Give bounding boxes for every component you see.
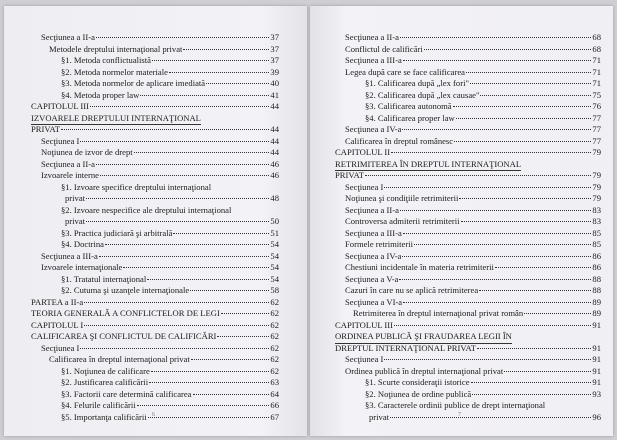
dot-leader — [466, 72, 591, 73]
dot-leader — [495, 267, 591, 268]
dot-leader — [384, 187, 591, 188]
toc-entry-page: 54 — [270, 239, 279, 249]
toc-entry-page: 58 — [270, 285, 279, 295]
dot-leader — [402, 256, 591, 257]
toc-entry-title: Chestiuni incidentale în materia retrimiterii — [345, 262, 494, 272]
dot-leader — [84, 325, 269, 326]
dot-leader — [472, 394, 591, 395]
toc-entry-title: Metodele dreptului internaţional privat — [49, 43, 183, 54]
dot-leader — [403, 302, 591, 303]
toc-entry-title: Secţiunea a II-a — [345, 204, 399, 215]
toc-entry-title: privat — [369, 411, 390, 422]
dot-leader — [193, 394, 270, 395]
toc-entry — [335, 124, 601, 136]
dot-leader — [400, 37, 591, 38]
dot-leader — [394, 325, 591, 326]
toc-entry-title: Retrimiterea în dreptul internaţional privat român — [353, 308, 524, 318]
toc-entry — [31, 205, 279, 217]
toc-entry — [31, 308, 279, 320]
dot-leader — [148, 417, 270, 418]
toc-entry-title: PARTEA a II-a — [31, 296, 84, 307]
toc-entry-title: Izvoarele internaţionale — [41, 262, 123, 272]
toc-entry-title: Calificarea în dreptul internaţional privat — [49, 354, 190, 364]
dot-leader — [454, 141, 591, 142]
toc-entry-page: 62 — [270, 365, 279, 376]
toc-entry-title: §1. Noţiunea de calificare — [61, 365, 150, 376]
dot-leader — [391, 152, 591, 153]
toc-entry-page: 67 — [270, 411, 279, 422]
toc-entry-page: 62 — [270, 342, 279, 353]
toc-entry-page: 37 — [270, 43, 279, 54]
toc-entry-page: 62 — [270, 308, 279, 318]
toc-entry — [335, 205, 601, 217]
toc-entry — [335, 170, 601, 182]
dot-leader — [470, 83, 591, 84]
toc-entry-page: 51 — [270, 227, 279, 238]
toc-entry-title: ORDINEA PUBLICĂ ŞI FRAUDAREA LEGII ÎN — [335, 331, 512, 344]
toc-entry — [31, 297, 279, 309]
dot-leader — [183, 49, 269, 50]
toc-entry-title: Secţiunea a IV-a — [345, 124, 402, 134]
toc-entry — [31, 320, 279, 332]
toc-entry-page: 91 — [592, 365, 601, 376]
toc-entry-page: 86 — [592, 262, 601, 272]
toc-entry — [31, 285, 279, 297]
toc-entry-title: Secţiunea a III-a — [41, 250, 98, 261]
toc-entry-title: Secţiunea I — [41, 135, 80, 146]
toc-entry — [31, 124, 279, 136]
toc-entry-title: CAPITOLUL III — [335, 319, 393, 330]
toc-entry — [31, 55, 279, 67]
toc-entry — [335, 101, 601, 113]
toc-entry-page: 62 — [270, 331, 279, 341]
dot-leader — [399, 279, 591, 280]
dot-leader — [105, 244, 269, 245]
toc-entry — [335, 274, 601, 286]
dot-leader — [137, 405, 270, 406]
toc-entry-title: Controversa admiterii retrimiterii — [345, 216, 460, 226]
toc-entry-page: 68 — [592, 43, 601, 54]
toc-entry — [335, 216, 601, 228]
toc-entry-page: 76 — [592, 101, 601, 111]
toc-entry-title: Noţiunea şi condiţiile retrimiterii — [345, 193, 459, 203]
toc-entry-title: IZVOARELE DREPTULUI INTERNAŢIONAL — [31, 113, 201, 126]
toc-entry-title: PRIVAT — [335, 170, 364, 180]
toc-entry-title: TEORIA GENERALĂ A CONFLICTELOR DE LEGI — [31, 308, 220, 318]
toc-entry-title: Secţiunea a V-a — [345, 273, 399, 284]
dot-leader — [134, 152, 270, 153]
toc-entry — [335, 331, 601, 343]
toc-entry-title: §3. Practica judiciară şi arbitrală — [61, 227, 173, 238]
toc-entry-page: 64 — [270, 388, 279, 399]
dot-leader — [173, 233, 269, 234]
toc-entry-page: 37 — [270, 32, 279, 42]
left-page — [4, 6, 307, 436]
toc-entry-page: 50 — [270, 216, 279, 226]
toc-entry-page: 44 — [270, 135, 279, 146]
toc-entry-page: 54 — [270, 262, 279, 272]
toc-entry — [31, 331, 279, 343]
toc-entry — [31, 159, 279, 171]
dot-leader — [169, 72, 270, 73]
toc-entry-page: 77 — [592, 112, 601, 123]
toc-entry-title: §1. Calificarea după „lex fori" — [365, 78, 469, 88]
toc-entry — [31, 170, 279, 182]
toc-entry-page: 46 — [270, 170, 279, 180]
toc-entry — [31, 78, 279, 90]
toc-entry-title: §2. Calificarea după „lex causae" — [365, 89, 480, 100]
toc-entry — [31, 377, 279, 389]
dot-leader — [147, 279, 269, 280]
toc-entry-title: §3. Calificarea autonomă — [365, 101, 452, 111]
dot-leader — [84, 302, 269, 303]
toc-entry — [31, 216, 279, 228]
toc-entry-title: Secţiunea a III-a — [345, 55, 402, 65]
toc-entry-page: 44 — [270, 147, 279, 157]
toc-entry-page: 96 — [592, 411, 601, 422]
toc-entry — [31, 274, 279, 286]
toc-entry-page: 41 — [270, 89, 279, 100]
dot-leader — [400, 210, 591, 211]
dot-leader — [96, 37, 269, 38]
toc-entry-title: §4. Doctrina — [61, 239, 104, 249]
dot-leader — [471, 382, 592, 383]
toc-entry-title: §2. Noţiunea de ordine publică — [365, 388, 472, 399]
toc-entry-title: Conflictul de calificări — [345, 43, 423, 54]
toc-entry-page: 91 — [592, 342, 601, 353]
toc-entry-page: 83 — [592, 216, 601, 226]
toc-entry — [31, 44, 279, 56]
dot-leader — [80, 141, 269, 142]
toc-entry-page: 85 — [592, 227, 601, 238]
toc-entry-title: Ordinea publică în dreptul internaţional privat — [345, 365, 504, 376]
dot-leader — [217, 336, 269, 337]
toc-entry-page: 91 — [592, 354, 601, 364]
dot-leader — [365, 175, 591, 176]
dot-leader — [403, 233, 592, 234]
dot-leader — [384, 359, 591, 360]
right-toc-list — [335, 32, 601, 423]
dot-leader — [402, 129, 591, 130]
dot-leader — [152, 60, 269, 61]
toc-entry — [31, 228, 279, 240]
toc-entry-title: Izvoarele interne — [41, 170, 99, 180]
dot-leader — [90, 106, 269, 107]
toc-entry — [335, 193, 601, 205]
dot-leader — [221, 313, 270, 314]
toc-entry — [31, 136, 279, 148]
dot-leader — [479, 290, 591, 291]
toc-entry-title: Secţiunea a IV-a — [345, 250, 402, 261]
toc-entry-page: 44 — [270, 101, 279, 111]
toc-entry-title: §1. Metoda conflictualistă — [61, 55, 151, 65]
toc-entry — [31, 389, 279, 401]
toc-entry-title: Secţiunea a VI-a — [345, 296, 403, 307]
dot-leader — [480, 95, 591, 96]
toc-entry-title: §2. Cutuma şi uzanţele internaţionale — [61, 285, 190, 295]
dot-leader — [80, 348, 269, 349]
toc-entry-title: Secţiunea a II-a — [41, 158, 95, 169]
dot-leader — [61, 129, 269, 130]
toc-entry-page: 63 — [270, 377, 279, 387]
dot-leader — [190, 290, 269, 291]
toc-entry — [31, 67, 279, 79]
left-page-number: 6 — [152, 412, 155, 418]
toc-entry-title: Secţiunea I — [41, 342, 80, 353]
toc-entry-page: 91 — [592, 377, 601, 387]
toc-entry-page: 77 — [592, 124, 601, 134]
toc-entry-title: Secţiunea I — [345, 181, 384, 192]
dot-leader — [86, 221, 269, 222]
toc-entry-title: §1. Izvoare specifice dreptului internaţional — [61, 181, 212, 192]
toc-entry-title: §3. Caracterele ordinii publice de drept internaţional — [365, 400, 546, 410]
toc-entry — [31, 182, 279, 194]
dot-leader — [453, 106, 592, 107]
toc-entry-title: Legea după care se face calificarea — [345, 66, 465, 77]
toc-entry-page: 66 — [270, 400, 279, 410]
dot-leader — [149, 382, 269, 383]
toc-entry-title: Secţiunea a II-a — [41, 32, 95, 42]
toc-entry-page: 54 — [270, 250, 279, 261]
toc-entry — [335, 55, 601, 67]
toc-entry — [335, 343, 601, 355]
toc-entry-title: Noţiunea de izvor de drept — [41, 147, 133, 157]
toc-entry-title: §3. Factorii care determină calificarea — [61, 388, 192, 399]
dot-leader — [96, 164, 269, 165]
toc-entry — [31, 239, 279, 251]
toc-entry-title: RETRIMITEREA ÎN DREPTUL INTERNAŢIONAL — [335, 159, 521, 172]
toc-entry — [335, 354, 601, 366]
toc-entry — [335, 297, 601, 309]
toc-entry — [335, 412, 601, 424]
toc-entry — [31, 400, 279, 412]
toc-entry — [335, 285, 601, 297]
toc-entry-page: 46 — [270, 158, 279, 169]
toc-entry-page: 79 — [592, 147, 601, 157]
toc-entry-title: Formele retrimiterii — [345, 239, 414, 249]
toc-entry-page: 44 — [270, 124, 279, 134]
toc-entry-page: 79 — [592, 170, 601, 180]
toc-entry-page: 85 — [592, 239, 601, 249]
toc-entry-page: 88 — [592, 273, 601, 284]
toc-entry-title: privat — [65, 216, 86, 226]
toc-entry-title: CAPITOLUL II — [335, 147, 391, 157]
toc-entry-title: CAPITOLUL III — [31, 101, 89, 111]
toc-entry-page: 89 — [592, 296, 601, 307]
toc-entry-title: §1. Tratatul internaţional — [61, 273, 147, 284]
right-page — [310, 6, 613, 436]
toc-entry-page: 83 — [592, 204, 601, 215]
toc-entry — [335, 228, 601, 240]
toc-entry-page: 79 — [592, 181, 601, 192]
toc-entry — [335, 78, 601, 90]
toc-entry-title: §4. Felurile calificării — [61, 400, 136, 410]
toc-entry-page: 71 — [592, 55, 601, 65]
toc-entry-title: §5. Importanţa calificării — [61, 411, 147, 422]
dot-leader — [504, 371, 591, 372]
toc-entry-page: 71 — [592, 78, 601, 88]
toc-entry — [335, 136, 601, 148]
dot-leader — [414, 244, 591, 245]
toc-entry-page: 62 — [270, 296, 279, 307]
dot-leader — [191, 359, 270, 360]
toc-entry — [31, 343, 279, 355]
dot-leader — [99, 256, 270, 257]
toc-entry-title: DREPTUL INTERNAŢIONAL PRIVAT — [335, 342, 476, 353]
left-toc-list — [31, 32, 279, 423]
toc-entry-page: 79 — [592, 193, 601, 203]
toc-entry — [335, 262, 601, 274]
toc-entry — [335, 67, 601, 79]
toc-entry-title: §4. Calificarea proper law — [365, 112, 455, 123]
toc-entry-page: 88 — [592, 285, 601, 295]
toc-entry-title: privat — [65, 193, 86, 203]
toc-entry — [31, 262, 279, 274]
toc-entry-page: 93 — [592, 388, 601, 399]
dot-leader — [461, 221, 592, 222]
toc-entry-page: 62 — [270, 354, 279, 364]
dot-leader — [123, 267, 269, 268]
toc-entry-title: Cazuri în care nu se aplică retrimiterea — [345, 285, 479, 295]
toc-entry — [31, 113, 279, 125]
toc-entry-page: 71 — [592, 66, 601, 77]
toc-entry-title: Secţiunea a II-a — [345, 32, 399, 42]
toc-entry-title: §3. Metoda normelor de aplicare imediată — [61, 78, 206, 88]
toc-entry — [335, 239, 601, 251]
dot-leader — [477, 348, 591, 349]
toc-entry — [31, 101, 279, 113]
dot-leader — [390, 417, 591, 418]
toc-entry-page: 89 — [592, 308, 601, 318]
toc-entry — [335, 377, 601, 389]
dot-leader — [100, 175, 269, 176]
toc-entry — [335, 113, 601, 125]
toc-entry — [31, 412, 279, 424]
dot-leader — [456, 118, 592, 119]
dot-leader — [151, 371, 270, 372]
toc-entry — [335, 182, 601, 194]
toc-entry-page: 37 — [270, 55, 279, 65]
toc-entry — [31, 193, 279, 205]
toc-entry — [335, 159, 601, 171]
toc-entry-page: 48 — [270, 193, 279, 203]
dot-leader — [424, 49, 592, 50]
toc-entry-title: §4. Metoda proper law — [61, 89, 140, 100]
toc-entry-page: 40 — [270, 78, 279, 88]
dot-leader — [403, 60, 592, 61]
toc-entry-title: CAPITOLUL I — [31, 319, 84, 330]
dot-leader — [459, 198, 591, 199]
toc-entry-title: CALIFICAREA ŞI CONFLICTUL DE CALIFICĂRI — [31, 331, 217, 341]
toc-entry-page: 77 — [592, 135, 601, 146]
toc-entry — [335, 308, 601, 320]
toc-entry — [335, 90, 601, 102]
toc-entry-page: 62 — [270, 319, 279, 330]
toc-entry — [31, 354, 279, 366]
toc-entry — [31, 90, 279, 102]
toc-entry-page: 39 — [270, 66, 279, 77]
toc-entry-title: §2. Metoda normelor materiale — [61, 66, 168, 77]
toc-entry-page: 75 — [592, 89, 601, 100]
toc-entry — [31, 147, 279, 159]
toc-entry — [335, 320, 601, 332]
toc-entry-page: 68 — [592, 32, 601, 42]
dot-leader — [86, 198, 269, 199]
toc-entry — [335, 389, 601, 401]
dot-leader — [524, 313, 591, 314]
toc-entry — [335, 366, 601, 378]
toc-entry-page: 91 — [592, 319, 601, 330]
toc-entry-title: Secţiunea I — [345, 354, 384, 364]
toc-entry-title: PRIVAT — [31, 124, 60, 134]
toc-entry — [31, 251, 279, 263]
toc-entry-title: Secţiunea a III-a — [345, 227, 402, 238]
toc-entry-page: 54 — [270, 273, 279, 284]
toc-entry-title: §1. Scurte consideraţii istorice — [365, 377, 470, 387]
toc-entry — [31, 366, 279, 378]
toc-entry-title: Calificarea în dreptul românesc — [345, 135, 454, 146]
toc-entry-title: §2. Izvoare nespecifice ale dreptului internaţional — [61, 204, 232, 215]
dot-leader — [206, 83, 269, 84]
right-page-number: 7 — [458, 412, 461, 418]
toc-entry-page: 86 — [592, 250, 601, 261]
toc-entry — [31, 32, 279, 44]
toc-entry — [335, 400, 601, 412]
toc-entry — [335, 44, 601, 56]
toc-entry — [335, 32, 601, 44]
dot-leader — [140, 95, 269, 96]
toc-entry — [335, 251, 601, 263]
toc-entry — [335, 147, 601, 159]
toc-entry-title: §2. Justificarea calificării — [61, 377, 149, 387]
